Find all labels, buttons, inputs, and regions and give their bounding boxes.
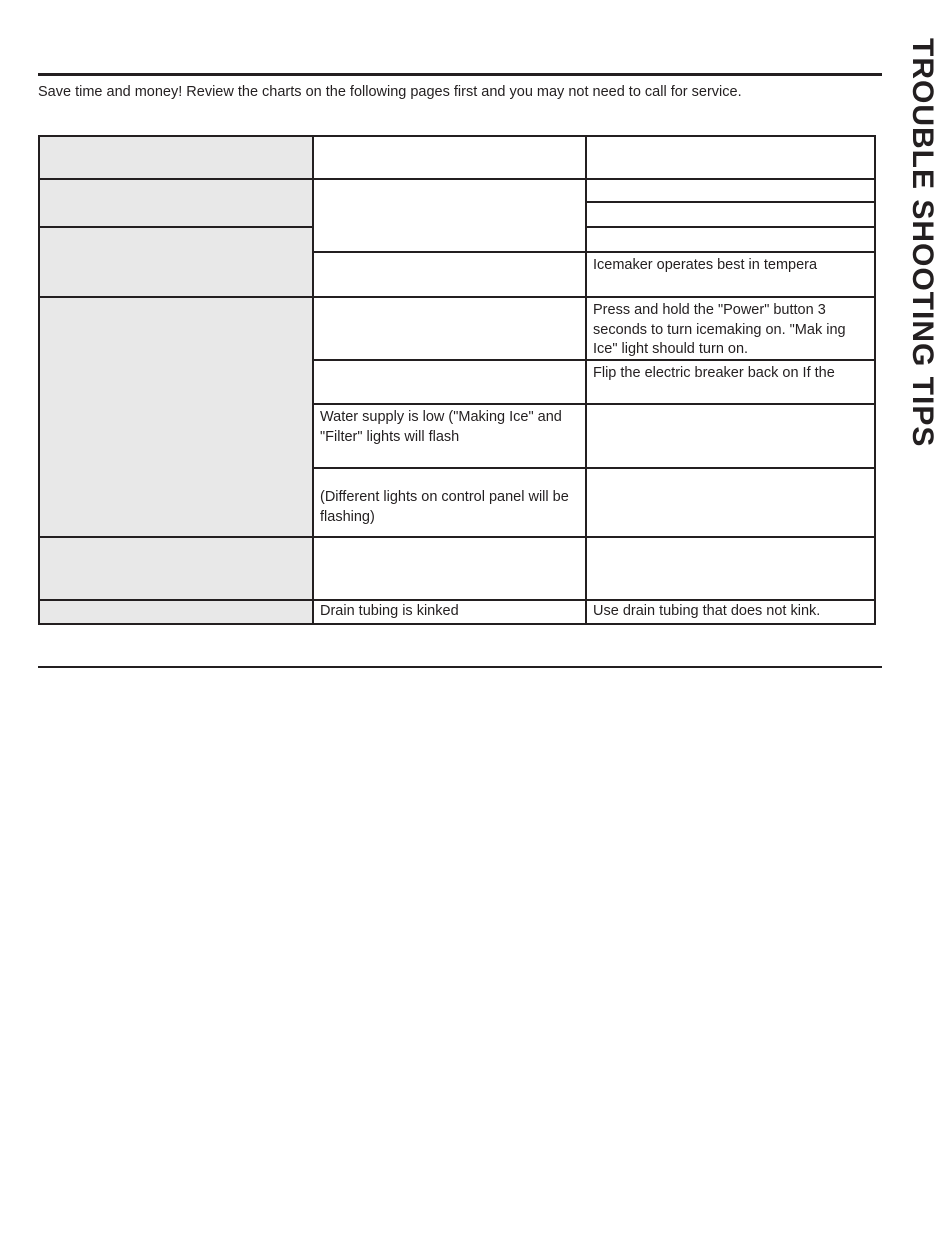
row-divider — [40, 536, 874, 538]
troubleshooting-table — [38, 135, 876, 625]
problem-cell-header — [40, 137, 312, 178]
solution-cell — [587, 298, 874, 359]
top-rule — [38, 73, 882, 76]
bottom-rule — [38, 666, 882, 668]
row-divider — [40, 178, 874, 180]
row-divider — [40, 226, 312, 228]
row-divider — [585, 201, 874, 203]
solution-cell — [587, 253, 874, 296]
intro-text: Save time and money! Review the charts on the following pages first and you may not need to call for service. — [38, 84, 742, 100]
cause-cell — [314, 601, 585, 623]
column-divider-1 — [312, 137, 314, 623]
section-title: TROUBLE SHOOTING TIPS — [906, 38, 939, 448]
solution-cell — [587, 601, 874, 623]
cause-text: Drain tubing is kinked — [320, 603, 459, 619]
problem-cell-group-1 — [40, 180, 312, 296]
solution-cell — [587, 361, 874, 403]
cause-text: Water supply is low ("Making Ice" and "Filter" lights will flash — [320, 409, 562, 445]
problem-cell-group-4 — [40, 601, 312, 623]
cause-cell — [314, 469, 585, 536]
solution-text: Flip the electric breaker back on If the — [593, 365, 835, 381]
solution-text: Icemaker operates best in tempera — [593, 257, 818, 273]
cause-text: (Different lights on control panel will be flashing) — [320, 489, 569, 525]
problem-cell-group-3 — [40, 538, 312, 599]
cause-cell — [314, 405, 585, 467]
row-divider — [585, 226, 874, 228]
problem-cell-group-2 — [40, 298, 312, 536]
solution-text: Press and hold the "Power" button 3 seconds to turn icemaking on. "Mak ing Ice" light should turn on. — [593, 302, 846, 357]
solution-text: Use drain tubing that does not kink. — [593, 603, 821, 619]
